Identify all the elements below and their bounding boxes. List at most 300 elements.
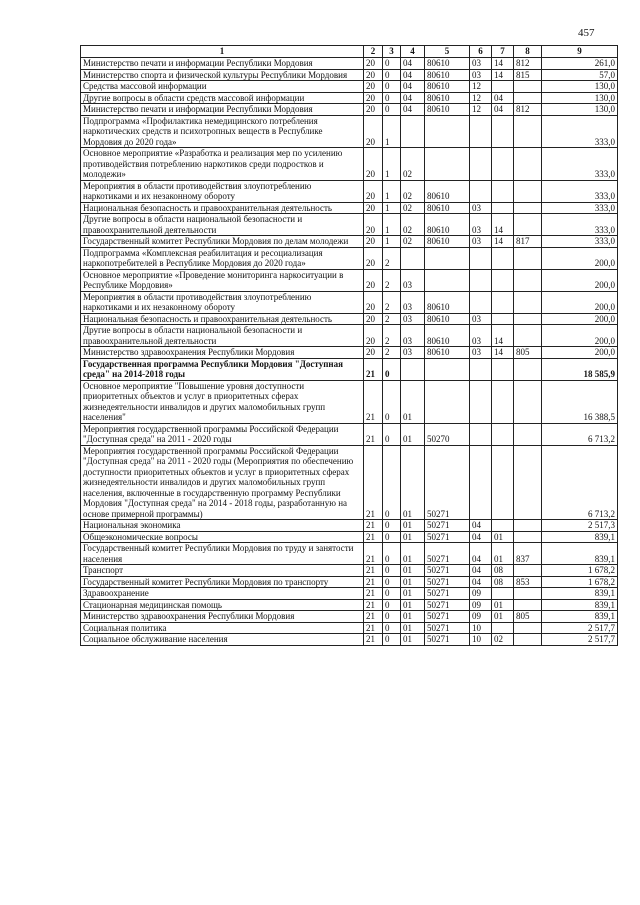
col-7-cell <box>492 588 514 600</box>
amount-cell: 333,0 <box>542 148 618 181</box>
col-5-cell: 50271 <box>425 520 470 532</box>
amount-cell: 333,0 <box>542 214 618 236</box>
col-7-cell: 04 <box>492 92 514 104</box>
col-6-cell: 03 <box>470 236 492 248</box>
col-6-cell: 03 <box>470 325 492 347</box>
col-4-cell: 04 <box>401 58 425 70</box>
col-2-cell: 21 <box>364 358 383 380</box>
col-2-cell: 20 <box>364 148 383 181</box>
table-row <box>81 104 618 116</box>
col-3-cell: 0 <box>383 81 401 93</box>
col-7-cell <box>492 520 514 532</box>
col-8-cell: 805 <box>514 347 542 359</box>
row-name-cell: Государственный комитет Республики Мордовия по труду и занятости населения <box>81 543 364 565</box>
table-row <box>81 543 618 565</box>
amount-cell: 839,1 <box>542 543 618 565</box>
col-4-cell <box>401 247 425 269</box>
col-6-cell <box>470 148 492 181</box>
col-5-cell: 50271 <box>425 543 470 565</box>
col-7-cell <box>492 313 514 325</box>
col-4-cell: 01 <box>401 445 425 520</box>
header-cell: 8 <box>514 46 542 58</box>
col-8-cell <box>514 202 542 214</box>
col-3-cell: 0 <box>383 576 401 588</box>
amount-cell: 200,0 <box>542 247 618 269</box>
table-row <box>81 291 618 313</box>
col-7-cell: 14 <box>492 214 514 236</box>
col-7-cell <box>492 622 514 634</box>
row-name-cell: Национальная безопасность и правоохранительная деятельность <box>81 313 364 325</box>
table-row <box>81 69 618 81</box>
col-6-cell <box>470 291 492 313</box>
row-name-cell: Средства массовой информации <box>81 81 364 93</box>
table-row <box>81 236 618 248</box>
col-8-cell: 853 <box>514 576 542 588</box>
amount-cell: 839,1 <box>542 599 618 611</box>
col-3-cell: 0 <box>383 69 401 81</box>
col-4-cell: 01 <box>401 599 425 611</box>
col-2-cell: 20 <box>364 269 383 291</box>
col-3-cell: 1 <box>383 202 401 214</box>
col-5-cell <box>425 269 470 291</box>
col-6-cell: 03 <box>470 347 492 359</box>
row-name-cell: Государственная программа Республики Мордовия "Доступная среда" на 2014-2018 годы <box>81 358 364 380</box>
col-5-cell: 80610 <box>425 180 470 202</box>
col-3-cell: 0 <box>383 380 401 423</box>
table-row <box>81 445 618 520</box>
col-6-cell: 04 <box>470 531 492 543</box>
col-6-cell: 03 <box>470 202 492 214</box>
amount-cell: 2 517,3 <box>542 520 618 532</box>
col-3-cell: 0 <box>383 543 401 565</box>
row-name-cell: Основное мероприятие «Разработка и реализация мер по усилению противодействия потреблению наркотиков среди подростков и молодежи» <box>81 148 364 181</box>
table-row <box>81 588 618 600</box>
col-6-cell: 12 <box>470 92 492 104</box>
table-row <box>81 58 618 70</box>
col-8-cell: 812 <box>514 58 542 70</box>
col-2-cell: 20 <box>364 291 383 313</box>
amount-cell: 2 517,7 <box>542 622 618 634</box>
col-7-cell: 14 <box>492 236 514 248</box>
col-4-cell: 04 <box>401 81 425 93</box>
table-row <box>81 531 618 543</box>
col-7-cell: 01 <box>492 531 514 543</box>
col-3-cell: 0 <box>383 611 401 623</box>
col-4-cell: 01 <box>401 531 425 543</box>
amount-cell: 1 678,2 <box>542 565 618 577</box>
amount-cell: 839,1 <box>542 531 618 543</box>
col-5-cell: 50271 <box>425 611 470 623</box>
col-7-cell <box>492 291 514 313</box>
col-8-cell <box>514 115 542 148</box>
col-5-cell: 50271 <box>425 445 470 520</box>
col-4-cell: 03 <box>401 291 425 313</box>
col-5-cell: 80610 <box>425 313 470 325</box>
table-row <box>81 313 618 325</box>
col-5-cell: 80610 <box>425 236 470 248</box>
col-7-cell: 08 <box>492 576 514 588</box>
col-5-cell: 50271 <box>425 565 470 577</box>
col-2-cell: 20 <box>364 115 383 148</box>
table-row <box>81 520 618 532</box>
amount-cell: 130,0 <box>542 81 618 93</box>
amount-cell: 2 517,7 <box>542 634 618 646</box>
col-6-cell: 04 <box>470 565 492 577</box>
row-name-cell: Мероприятия в области противодействия злоупотреблению наркотиками и их незаконному обороту <box>81 180 364 202</box>
row-name-cell: Государственный комитет Республики Мордовия по делам молодежи <box>81 236 364 248</box>
row-name-cell: Основное мероприятие "Повышение уровня доступности приоритетных объектов и услуг в приоритетных сферах жизнедеятельности инвалидов и других маломобильных групп населения" <box>81 380 364 423</box>
col-4-cell: 02 <box>401 148 425 181</box>
row-name-cell: Национальная безопасность и правоохранительная деятельность <box>81 202 364 214</box>
col-6-cell <box>470 380 492 423</box>
col-4-cell: 01 <box>401 520 425 532</box>
col-7-cell <box>492 358 514 380</box>
amount-cell: 18 585,9 <box>542 358 618 380</box>
col-8-cell: 815 <box>514 69 542 81</box>
col-6-cell: 04 <box>470 576 492 588</box>
table-row <box>81 380 618 423</box>
table-row <box>81 423 618 445</box>
row-name-cell: Другие вопросы в области средств массовой информации <box>81 92 364 104</box>
table-row <box>81 269 618 291</box>
col-3-cell: 0 <box>383 622 401 634</box>
col-6-cell: 03 <box>470 313 492 325</box>
row-name-cell: Социальное обслуживание населения <box>81 634 364 646</box>
col-5-cell: 80610 <box>425 58 470 70</box>
col-8-cell <box>514 599 542 611</box>
col-5-cell: 80610 <box>425 291 470 313</box>
col-8-cell <box>514 622 542 634</box>
col-7-cell: 04 <box>492 104 514 116</box>
col-3-cell: 1 <box>383 236 401 248</box>
col-5-cell <box>425 148 470 181</box>
table-row <box>81 148 618 181</box>
col-2-cell: 21 <box>364 588 383 600</box>
col-7-cell: 01 <box>492 611 514 623</box>
amount-cell: 200,0 <box>542 347 618 359</box>
col-3-cell: 0 <box>383 358 401 380</box>
col-2-cell: 20 <box>364 104 383 116</box>
col-4-cell: 02 <box>401 202 425 214</box>
col-2-cell: 21 <box>364 622 383 634</box>
col-8-cell <box>514 520 542 532</box>
row-name-cell: Общеэкономические вопросы <box>81 531 364 543</box>
col-5-cell: 80610 <box>425 214 470 236</box>
col-6-cell: 10 <box>470 634 492 646</box>
row-name-cell: Министерство спорта и физической культуры Республики Мордовия <box>81 69 364 81</box>
amount-cell: 261,0 <box>542 58 618 70</box>
header-cell: 5 <box>425 46 470 58</box>
amount-cell: 333,0 <box>542 202 618 214</box>
col-6-cell: 03 <box>470 69 492 81</box>
table-header-row <box>81 46 618 58</box>
col-6-cell: 04 <box>470 520 492 532</box>
col-2-cell: 21 <box>364 611 383 623</box>
col-2-cell: 20 <box>364 92 383 104</box>
col-3-cell: 0 <box>383 531 401 543</box>
col-6-cell <box>470 115 492 148</box>
table-row <box>81 247 618 269</box>
col-5-cell: 80610 <box>425 81 470 93</box>
row-name-cell: Государственный комитет Республики Мордовия по транспорту <box>81 576 364 588</box>
col-5-cell: 50270 <box>425 423 470 445</box>
table-row <box>81 92 618 104</box>
col-4-cell: 01 <box>401 634 425 646</box>
col-5-cell: 50271 <box>425 531 470 543</box>
header-cell: 9 <box>542 46 618 58</box>
col-3-cell: 0 <box>383 599 401 611</box>
col-2-cell: 21 <box>364 565 383 577</box>
col-3-cell: 0 <box>383 520 401 532</box>
amount-cell: 839,1 <box>542 611 618 623</box>
col-3-cell: 0 <box>383 634 401 646</box>
amount-cell: 57,0 <box>542 69 618 81</box>
col-3-cell: 1 <box>383 214 401 236</box>
col-4-cell: 01 <box>401 588 425 600</box>
col-7-cell <box>492 202 514 214</box>
table-row <box>81 347 618 359</box>
table-row <box>81 576 618 588</box>
col-6-cell <box>470 445 492 520</box>
table-row <box>81 565 618 577</box>
col-6-cell <box>470 358 492 380</box>
col-4-cell: 04 <box>401 104 425 116</box>
col-7-cell <box>492 445 514 520</box>
col-7-cell: 08 <box>492 565 514 577</box>
col-2-cell: 20 <box>364 247 383 269</box>
col-7-cell <box>492 247 514 269</box>
table-row <box>81 622 618 634</box>
header-cell: 1 <box>81 46 364 58</box>
col-8-cell <box>514 380 542 423</box>
col-6-cell: 09 <box>470 599 492 611</box>
amount-cell: 130,0 <box>542 104 618 116</box>
col-2-cell: 20 <box>364 214 383 236</box>
col-7-cell <box>492 423 514 445</box>
col-5-cell: 50271 <box>425 634 470 646</box>
col-7-cell: 14 <box>492 69 514 81</box>
col-7-cell: 01 <box>492 543 514 565</box>
col-2-cell: 21 <box>364 634 383 646</box>
col-2-cell: 21 <box>364 520 383 532</box>
table-row <box>81 115 618 148</box>
col-3-cell: 0 <box>383 445 401 520</box>
amount-cell: 333,0 <box>542 115 618 148</box>
col-2-cell: 21 <box>364 531 383 543</box>
col-2-cell: 20 <box>364 202 383 214</box>
col-6-cell: 03 <box>470 58 492 70</box>
row-name-cell: Национальная экономика <box>81 520 364 532</box>
col-8-cell: 817 <box>514 236 542 248</box>
col-2-cell: 20 <box>364 81 383 93</box>
col-8-cell: 812 <box>514 104 542 116</box>
col-7-cell: 14 <box>492 325 514 347</box>
col-7-cell: 14 <box>492 58 514 70</box>
col-5-cell <box>425 115 470 148</box>
row-name-cell: Другие вопросы в области национальной безопасности и правоохранительной деятельности <box>81 214 364 236</box>
col-3-cell: 1 <box>383 180 401 202</box>
row-name-cell: Другие вопросы в области национальной безопасности и правоохранительной деятельности <box>81 325 364 347</box>
amount-cell: 130,0 <box>542 92 618 104</box>
col-6-cell: 12 <box>470 104 492 116</box>
row-name-cell: Подпрограмма «Профилактика немедицинского потребления наркотических средств и психотропных веществ в Республике Мордовия до 2020 года» <box>81 115 364 148</box>
col-7-cell <box>492 115 514 148</box>
col-7-cell <box>492 180 514 202</box>
amount-cell: 200,0 <box>542 313 618 325</box>
amount-cell: 839,1 <box>542 588 618 600</box>
col-3-cell: 2 <box>383 313 401 325</box>
page-number: 457 <box>578 27 595 39</box>
col-8-cell <box>514 325 542 347</box>
col-4-cell: 04 <box>401 69 425 81</box>
header-cell: 7 <box>492 46 514 58</box>
amount-cell: 1 678,2 <box>542 576 618 588</box>
col-8-cell <box>514 445 542 520</box>
table-row <box>81 180 618 202</box>
table-row <box>81 81 618 93</box>
row-name-cell: Стационарная медицинская помощь <box>81 599 364 611</box>
col-8-cell <box>514 214 542 236</box>
col-4-cell: 03 <box>401 269 425 291</box>
col-2-cell: 20 <box>364 325 383 347</box>
col-8-cell <box>514 565 542 577</box>
col-2-cell: 21 <box>364 543 383 565</box>
col-5-cell: 50271 <box>425 622 470 634</box>
col-6-cell <box>470 423 492 445</box>
col-8-cell <box>514 423 542 445</box>
col-2-cell: 20 <box>364 347 383 359</box>
col-8-cell <box>514 313 542 325</box>
header-cell: 6 <box>470 46 492 58</box>
col-5-cell: 80610 <box>425 92 470 104</box>
col-5-cell <box>425 380 470 423</box>
col-8-cell <box>514 531 542 543</box>
row-name-cell: Подпрограмма «Комплексная реабилитация и ресоциализация наркопотребителей в Республике Мордовия до 2020 года» <box>81 247 364 269</box>
col-6-cell <box>470 247 492 269</box>
col-4-cell <box>401 358 425 380</box>
amount-cell: 333,0 <box>542 180 618 202</box>
col-5-cell: 80610 <box>425 347 470 359</box>
col-8-cell <box>514 247 542 269</box>
col-3-cell: 0 <box>383 565 401 577</box>
table-row <box>81 325 618 347</box>
col-4-cell: 01 <box>401 611 425 623</box>
col-7-cell <box>492 81 514 93</box>
header-cell: 2 <box>364 46 383 58</box>
col-2-cell: 20 <box>364 69 383 81</box>
col-6-cell <box>470 269 492 291</box>
col-8-cell <box>514 634 542 646</box>
col-5-cell: 80610 <box>425 325 470 347</box>
table-row <box>81 202 618 214</box>
table-row <box>81 358 618 380</box>
row-name-cell: Мероприятия государственной программы Российской Федерации "Доступная среда" на 2011 - 2020 годы (Мероприятия по обеспечению доступности приоритетных объектов и услуг в приоритетных сферах жизнедеятельности инвалидов и других маломобильных групп населения, включенные в государственную программу Республики Мордовия "Доступная среда" на 2014 - 2018 годы, разработанную на основе примерной программы) <box>81 445 364 520</box>
col-2-cell: 21 <box>364 423 383 445</box>
col-2-cell: 21 <box>364 576 383 588</box>
amount-cell: 6 713,2 <box>542 445 618 520</box>
row-name-cell: Министерство здравоохранения Республики Мордовия <box>81 611 364 623</box>
row-name-cell: Мероприятия государственной программы Российской Федерации "Доступная среда" на 2011 - 2020 годы <box>81 423 364 445</box>
col-3-cell: 2 <box>383 247 401 269</box>
col-8-cell <box>514 148 542 181</box>
table-row <box>81 611 618 623</box>
col-6-cell: 04 <box>470 543 492 565</box>
amount-cell: 333,0 <box>542 236 618 248</box>
table-row <box>81 634 618 646</box>
col-4-cell: 02 <box>401 236 425 248</box>
row-name-cell: Основное мероприятие «Проведение мониторинга наркоситуации в Республике Мордовия» <box>81 269 364 291</box>
col-4-cell: 04 <box>401 92 425 104</box>
col-5-cell: 80610 <box>425 104 470 116</box>
col-3-cell: 2 <box>383 325 401 347</box>
col-6-cell: 09 <box>470 588 492 600</box>
row-name-cell: Здравоохранение <box>81 588 364 600</box>
header-cell: 4 <box>401 46 425 58</box>
col-2-cell: 21 <box>364 599 383 611</box>
col-6-cell: 09 <box>470 611 492 623</box>
col-8-cell <box>514 180 542 202</box>
col-8-cell <box>514 81 542 93</box>
table-body <box>81 58 618 646</box>
col-8-cell <box>514 291 542 313</box>
col-4-cell: 01 <box>401 622 425 634</box>
col-7-cell <box>492 269 514 291</box>
col-6-cell: 03 <box>470 214 492 236</box>
amount-cell: 200,0 <box>542 269 618 291</box>
amount-cell: 200,0 <box>542 325 618 347</box>
col-2-cell: 20 <box>364 236 383 248</box>
col-2-cell: 21 <box>364 445 383 520</box>
col-5-cell <box>425 358 470 380</box>
col-8-cell <box>514 269 542 291</box>
col-3-cell: 0 <box>383 92 401 104</box>
col-3-cell: 1 <box>383 115 401 148</box>
col-3-cell: 0 <box>383 588 401 600</box>
col-5-cell: 50271 <box>425 588 470 600</box>
col-2-cell: 21 <box>364 380 383 423</box>
amount-cell: 200,0 <box>542 291 618 313</box>
col-2-cell: 20 <box>364 313 383 325</box>
col-5-cell: 80610 <box>425 202 470 214</box>
amount-cell: 6 713,2 <box>542 423 618 445</box>
col-4-cell <box>401 115 425 148</box>
col-4-cell: 03 <box>401 325 425 347</box>
col-8-cell <box>514 358 542 380</box>
col-4-cell: 01 <box>401 380 425 423</box>
budget-table <box>80 45 618 646</box>
row-name-cell: Министерство здравоохранения Республики Мордовия <box>81 347 364 359</box>
col-4-cell: 01 <box>401 565 425 577</box>
col-3-cell: 1 <box>383 148 401 181</box>
row-name-cell: Мероприятия в области противодействия злоупотреблению наркотиками и их незаконному обороту <box>81 291 364 313</box>
col-3-cell: 0 <box>383 104 401 116</box>
col-5-cell: 80610 <box>425 69 470 81</box>
col-4-cell: 03 <box>401 347 425 359</box>
row-name-cell: Социальная политика <box>81 622 364 634</box>
table-row <box>81 214 618 236</box>
row-name-cell: Транспорт <box>81 565 364 577</box>
col-3-cell: 2 <box>383 347 401 359</box>
col-8-cell: 805 <box>514 611 542 623</box>
budget-table-container <box>80 45 617 646</box>
col-5-cell: 50271 <box>425 576 470 588</box>
col-6-cell <box>470 180 492 202</box>
col-6-cell: 10 <box>470 622 492 634</box>
table-row <box>81 599 618 611</box>
col-7-cell <box>492 148 514 181</box>
col-2-cell: 20 <box>364 180 383 202</box>
col-4-cell: 02 <box>401 180 425 202</box>
